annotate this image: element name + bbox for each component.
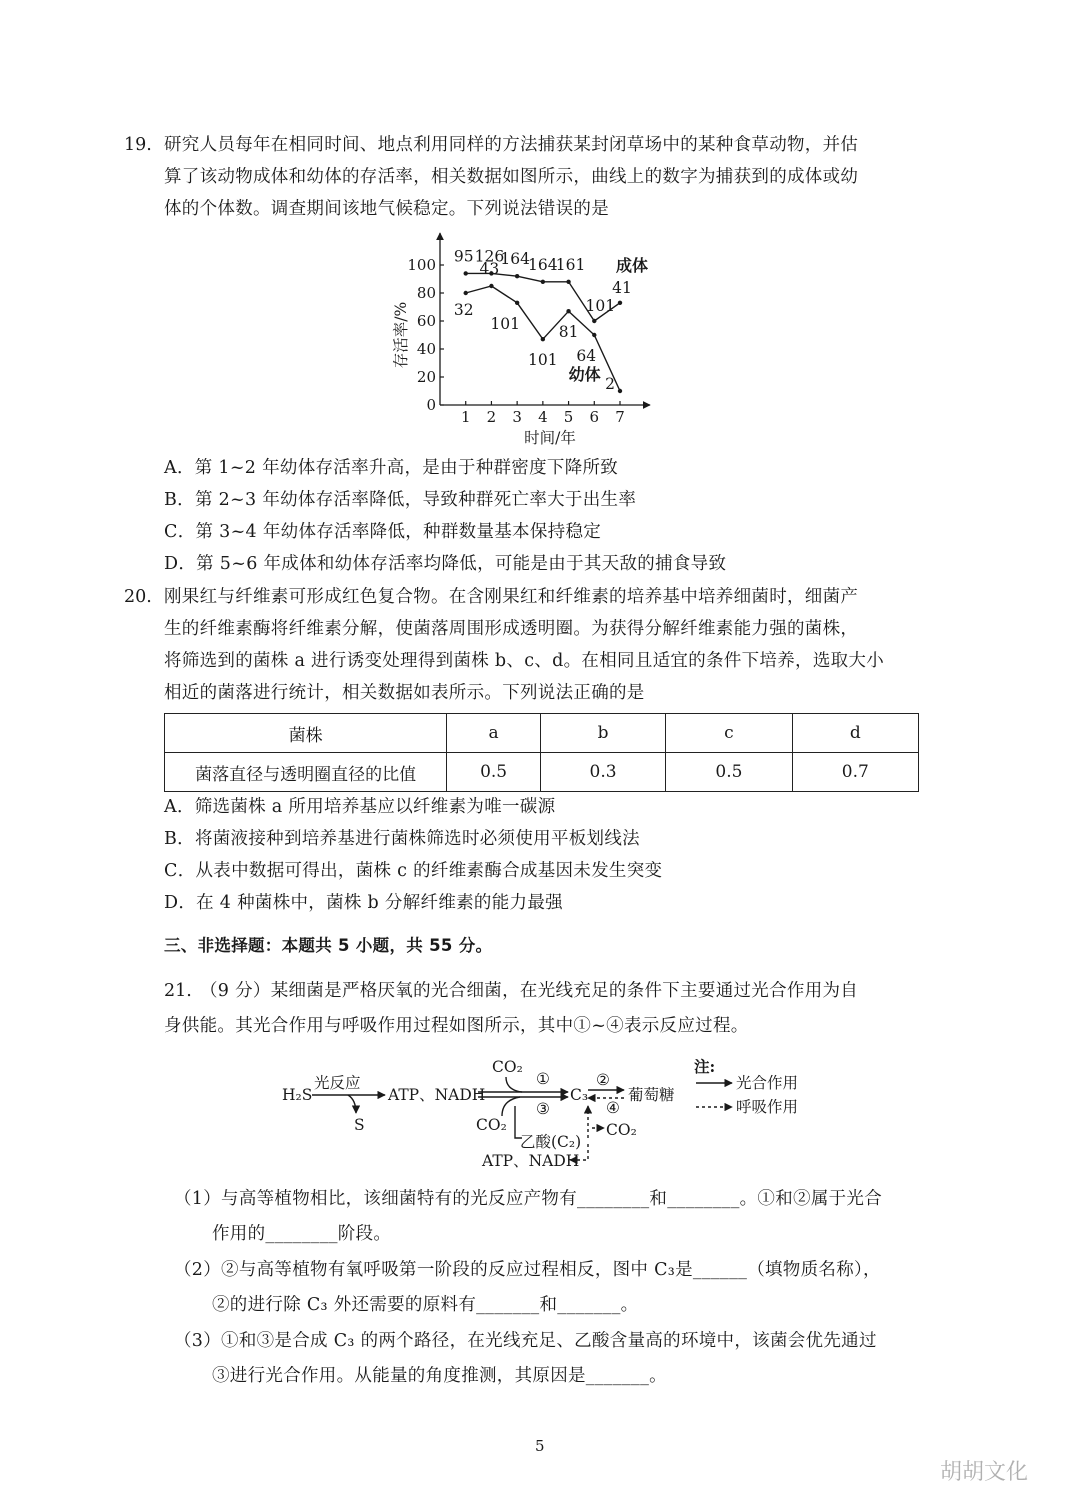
q20-option-c: C．从表中数据可得出，菌株 c 的纤维素酶合成基因未发生突变: [164, 861, 663, 881]
q19-option-c: C．第 3~4 年幼体存活率降低，种群数量基本保持稳定: [164, 522, 602, 542]
q21-line-2: 身供能。其光合作用与呼吸作用过程如图所示，其中①~④表示反应过程。: [164, 1016, 749, 1036]
data-label: 101: [585, 297, 616, 315]
x-tick-label: 2: [486, 408, 497, 426]
data-label: 43: [479, 260, 500, 278]
data-point: [464, 271, 468, 275]
sulfur-label: S: [354, 1116, 365, 1134]
data-label: 95: [453, 247, 474, 266]
light-reaction-label: 光反应: [314, 1074, 361, 1092]
atp-nadh-label: ATP、NADH: [388, 1086, 486, 1104]
q20-line-2: 生的纤维素酶将纤维素分解，使菌落周围形成透明圈。为获得分解纤维素能力强的菌株，: [164, 619, 859, 639]
watermark: 胡胡文化: [940, 1460, 1029, 1485]
sulfur-arrow: [348, 1095, 356, 1113]
data-point: [515, 301, 519, 305]
q21-sub1-line1: （1）与高等植物相比，该细菌特有的光反应产物有________和________。①和②属于光合: [174, 1189, 883, 1209]
data-point: [592, 319, 596, 323]
q21-sub3-line2: ③进行光合作用。从能量的角度推测，其原因是_______。: [212, 1366, 667, 1386]
data-label: 41: [612, 278, 632, 297]
q19-line-1: 研究人员每年在相同时间、地点利用同样的方法捕获某封闭草场中的某种食草动物，并估: [164, 135, 859, 155]
data-point: [464, 291, 468, 295]
data-label: 101: [490, 314, 520, 333]
y-tick-label: 20: [416, 368, 436, 386]
acetate-label: 乙酸(C₂): [520, 1133, 582, 1151]
data-label: 32: [453, 301, 474, 319]
q20-option-b: B．将菌液接种到培养基进行菌株筛选时必须使用平板划线法: [164, 829, 640, 849]
q21-sub1-line2: 作用的________阶段。: [212, 1224, 392, 1244]
data-point: [541, 280, 545, 284]
x-axis-label: 时间/年: [524, 429, 576, 447]
step4-label: ④: [606, 1099, 620, 1117]
q19-number: 19.: [124, 135, 152, 155]
q19-line-3: 体的个体数。调查期间该地气候稳定。下列说法错误的是: [164, 199, 609, 219]
x-tick-label: 3: [512, 408, 522, 426]
c3-label: C₃: [570, 1086, 589, 1104]
x-tick-label: 5: [563, 408, 574, 426]
q19-option-b: B．第 2~3 年幼体存活率降低，导致种群死亡率大于出生率: [164, 490, 637, 510]
table-cell: 0.3: [540, 753, 665, 792]
co2-top-label: CO₂: [492, 1058, 523, 1076]
table-cell: 0.7: [792, 753, 918, 792]
q20-option-a: A．筛选菌株 a 所用培养基应以纤维素为唯一碳源: [164, 797, 556, 817]
co2-in-top: [506, 1077, 522, 1092]
q21-line-1: （9 分）某细菌是严格厌氧的光合细菌，在光线充足的条件下主要通过光合作用为自: [200, 981, 859, 1001]
y-axis-label: 存活率/%: [392, 301, 410, 369]
y-tick-label: 60: [416, 312, 436, 330]
data-point: [592, 333, 596, 337]
q19-option-d: D．第 5~6 年成体和幼体存活率均降低，可能是由于其天敌的捕食导致: [164, 554, 727, 574]
x-tick-label: 7: [615, 408, 625, 426]
h2s-label: H₂S: [282, 1086, 313, 1104]
step1-label: ①: [536, 1070, 550, 1088]
step3-label: ③: [536, 1100, 550, 1118]
co2-bottom-label: CO₂: [476, 1116, 507, 1134]
table-header-cell: b: [540, 714, 665, 753]
data-label: 164: [500, 250, 530, 269]
q21-sub2-line2: ②的进行除 C₃ 外还需要的原料有_______和_______。: [212, 1295, 639, 1315]
series-name-adult: 成体: [616, 255, 649, 275]
strain-table: [164, 713, 919, 792]
q20-number: 20.: [124, 587, 152, 607]
q20-line-4: 相近的菌落进行统计，相关数据如表所示。下列说法正确的是: [164, 683, 645, 703]
q20-line-3: 将筛选到的菌株 a 进行诱变处理得到菌株 b、c、d。在相同且适宜的条件下培养，选取大小: [164, 651, 885, 671]
table-cell: 0.5: [666, 753, 792, 792]
q20-option-d: D．在 4 种菌株中，菌株 b 分解纤维素的能力最强: [164, 893, 563, 913]
table-header-cell: 菌株: [165, 714, 447, 753]
table-header-cell: d: [792, 714, 918, 753]
q21-sub3-line1: （3）①和③是合成 C₃ 的两个路径，在光线充足、乙酸含量高的环境中，该菌会优先通过: [174, 1331, 877, 1351]
data-point: [489, 284, 493, 288]
q19-line-2: 算了该动物成体和幼体的存活率，相关数据如图所示，曲线上的数字为捕获到的成体或幼: [164, 167, 859, 187]
q21-number: 21.: [164, 981, 192, 1001]
page-number: 5: [535, 1437, 545, 1455]
data-label: 64: [576, 347, 597, 365]
data-point: [515, 274, 519, 278]
survival-rate-chart: [380, 225, 680, 455]
x-tick-label: 4: [538, 408, 548, 426]
data-point: [618, 301, 622, 305]
data-point: [566, 309, 570, 313]
table-cell: 0.5: [447, 753, 541, 792]
data-point: [566, 280, 570, 284]
section-heading: 三、非选择题：本题共 5 小题，共 55 分。: [164, 936, 493, 955]
y-tick-label: 80: [416, 284, 436, 302]
data-label: 161: [555, 255, 586, 274]
data-label: 164: [528, 255, 558, 274]
atp-nadh-bottom-label: ATP、NADH: [482, 1152, 580, 1170]
table-row: [165, 753, 919, 792]
step2-label: ②: [596, 1071, 610, 1089]
note-label: 注:: [694, 1057, 716, 1076]
x-tick-label: 6: [589, 408, 600, 426]
q19-option-a: A．第 1~2 年幼体存活率升高，是由于种群密度下降所致: [164, 458, 619, 478]
table-header-cell: a: [447, 714, 541, 753]
table-header-cell: c: [666, 714, 792, 753]
data-point: [541, 337, 545, 341]
data-point: [618, 389, 622, 393]
data-label: 101: [528, 351, 558, 370]
y-tick-label: 0: [426, 396, 436, 414]
glucose-label: 葡萄糖: [628, 1086, 675, 1104]
table-header-row: [165, 714, 919, 753]
co2-right-label: CO₂: [606, 1121, 637, 1139]
legend-respiration: 呼吸作用: [736, 1098, 799, 1116]
data-label: 126: [474, 247, 505, 266]
data-label: 81: [558, 323, 579, 342]
series-name-juvenile: 幼体: [568, 364, 601, 384]
metabolism-diagram: [270, 1050, 830, 1175]
table-cell: 菌落直径与透明圈直径的比值: [165, 753, 447, 792]
x-tick-label: 1: [460, 408, 471, 426]
y-tick-label: 40: [416, 340, 436, 358]
legend-photosynthesis: 光合作用: [736, 1074, 799, 1092]
y-tick-label: 100: [407, 256, 436, 274]
data-label: 2: [605, 375, 615, 393]
q20-line-1: 刚果红与纤维素可形成红色复合物。在含刚果红和纤维素的培养基中培养细菌时，细菌产: [164, 587, 859, 607]
co2-in-bottom: [502, 1097, 520, 1116]
q21-sub2-line1: （2）②与高等植物有氧呼吸第一阶段的反应过程相反，图中 C₃是______（填物质名称），: [174, 1260, 881, 1280]
